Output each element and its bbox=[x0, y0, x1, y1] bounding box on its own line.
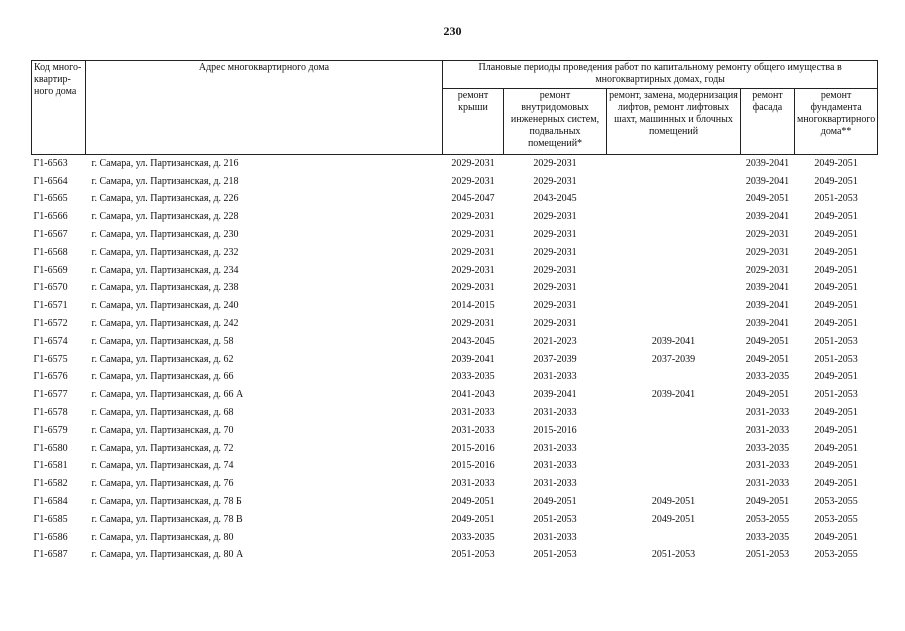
cell-systems: 2031-2033 bbox=[533, 442, 577, 454]
cell-lifts bbox=[607, 440, 741, 458]
table-row bbox=[32, 404, 878, 422]
cell-code: Г1-6566 bbox=[33, 211, 68, 223]
table-row bbox=[32, 351, 878, 369]
cell-code: Г1-6582 bbox=[33, 478, 68, 490]
header-lifts: ремонт, замена, модернизация лифтов, ремонт лифтовых шахт, машинных и блочных помещений bbox=[607, 89, 741, 155]
cell-lifts bbox=[607, 422, 741, 440]
cell-lifts bbox=[607, 173, 741, 191]
page-number: 230 bbox=[443, 24, 462, 38]
cell-roof: 2029-2031 bbox=[451, 229, 495, 241]
cell-foundation: 2049-2051 bbox=[814, 442, 858, 454]
cell-roof: 2029-2031 bbox=[451, 318, 495, 330]
cell-roof: 2049-2051 bbox=[451, 513, 495, 525]
table-row bbox=[32, 493, 878, 511]
cell-lifts bbox=[607, 529, 741, 547]
cell-address: г. Самара, ул. Партизанская, д. 78 В bbox=[91, 513, 243, 525]
table-row bbox=[32, 440, 878, 458]
cell-code: Г1-6572 bbox=[33, 318, 68, 330]
cell-lifts bbox=[607, 244, 741, 262]
cell-code: Г1-6576 bbox=[33, 371, 68, 383]
cell-systems: 2031-2033 bbox=[533, 531, 577, 543]
cell-lifts bbox=[607, 262, 741, 280]
cell-facade: 2039-2041 bbox=[745, 282, 790, 294]
cell-facade: 2031-2033 bbox=[745, 460, 790, 472]
cell-systems: 2031-2033 bbox=[533, 371, 577, 383]
cell-foundation: 2049-2051 bbox=[814, 157, 858, 169]
table-row bbox=[32, 173, 878, 191]
table-row bbox=[32, 191, 878, 209]
cell-foundation: 2049-2051 bbox=[814, 282, 858, 294]
cell-systems: 2029-2031 bbox=[533, 318, 577, 330]
cell-lifts bbox=[607, 297, 741, 315]
cell-roof: 2033-2035 bbox=[451, 371, 495, 383]
table-row bbox=[32, 386, 878, 404]
cell-facade: 2039-2041 bbox=[745, 175, 790, 187]
cell-foundation: 2049-2051 bbox=[814, 246, 858, 258]
cell-address: г. Самара, ул. Партизанская, д. 70 bbox=[91, 424, 234, 436]
cell-foundation: 2049-2051 bbox=[814, 531, 858, 543]
table-row bbox=[32, 280, 878, 298]
cell-code: Г1-6580 bbox=[33, 442, 68, 454]
cell-facade: 2033-2035 bbox=[745, 531, 790, 543]
cell-facade: 2033-2035 bbox=[745, 442, 790, 454]
cell-roof: 2041-2043 bbox=[451, 389, 495, 401]
cell-facade: 2049-2051 bbox=[745, 389, 790, 401]
cell-address: г. Самара, ул. Партизанская, д. 216 bbox=[91, 157, 239, 169]
cell-systems: 2029-2031 bbox=[533, 175, 577, 187]
header-address: Адрес многоквартирного дома bbox=[86, 61, 443, 155]
header-facade: ремонт фасада bbox=[741, 89, 795, 155]
table-row bbox=[32, 155, 878, 173]
header-code: Код много-квартир-ного дома bbox=[32, 61, 86, 155]
table-body bbox=[32, 155, 878, 565]
cell-facade: 2039-2041 bbox=[745, 157, 790, 169]
cell-systems: 2037-2039 bbox=[533, 353, 577, 365]
repair-schedule-sheet bbox=[31, 60, 878, 564]
cell-roof: 2031-2033 bbox=[451, 407, 495, 419]
cell-roof: 2045-2047 bbox=[451, 193, 495, 205]
cell-foundation: 2049-2051 bbox=[814, 229, 858, 241]
cell-lifts bbox=[607, 191, 741, 209]
cell-address: г. Самара, ул. Партизанская, д. 68 bbox=[91, 407, 234, 419]
cell-lifts bbox=[607, 226, 741, 244]
cell-code: Г1-6571 bbox=[33, 300, 68, 312]
cell-address: г. Самара, ул. Партизанская, д. 58 bbox=[91, 335, 234, 347]
header-roof: ремонт крыши bbox=[443, 89, 504, 155]
cell-address: г. Самара, ул. Партизанская, д. 228 bbox=[91, 211, 239, 223]
table-header bbox=[32, 61, 878, 155]
cell-code: Г1-6586 bbox=[33, 531, 68, 543]
cell-code: Г1-6579 bbox=[33, 424, 68, 436]
cell-foundation: 2049-2051 bbox=[814, 264, 858, 276]
table-row bbox=[32, 226, 878, 244]
cell-address: г. Самара, ул. Партизанская, д. 62 bbox=[91, 353, 234, 365]
cell-foundation: 2051-2053 bbox=[814, 193, 858, 205]
cell-systems: 2029-2031 bbox=[533, 229, 577, 241]
header-foundation: ремонт фундамента многоквартирного дома** bbox=[795, 89, 878, 155]
cell-foundation: 2049-2051 bbox=[814, 424, 858, 436]
cell-code: Г1-6570 bbox=[33, 282, 68, 294]
cell-roof: 2043-2045 bbox=[451, 335, 495, 347]
cell-facade: 2031-2033 bbox=[745, 424, 790, 436]
cell-systems: 2051-2053 bbox=[533, 513, 577, 525]
cell-lifts: 2049-2051 bbox=[651, 513, 696, 525]
cell-systems: 2029-2031 bbox=[533, 282, 577, 294]
cell-roof: 2031-2033 bbox=[451, 478, 495, 490]
cell-foundation: 2053-2055 bbox=[814, 513, 858, 525]
cell-lifts bbox=[607, 208, 741, 226]
header-periods: Плановые периоды проведения работ по капитальному ремонту общего имущества в многоквартирных домах, годы bbox=[443, 61, 878, 89]
cell-code: Г1-6585 bbox=[33, 513, 68, 525]
cell-lifts bbox=[607, 458, 741, 476]
cell-roof: 2029-2031 bbox=[451, 175, 495, 187]
cell-facade: 2049-2051 bbox=[745, 335, 790, 347]
table-row bbox=[32, 475, 878, 493]
cell-lifts bbox=[607, 369, 741, 387]
cell-systems: 2031-2033 bbox=[533, 407, 577, 419]
cell-lifts bbox=[607, 315, 741, 333]
cell-systems: 2031-2033 bbox=[533, 460, 577, 472]
cell-foundation: 2049-2051 bbox=[814, 211, 858, 223]
cell-facade: 2039-2041 bbox=[745, 318, 790, 330]
cell-systems: 2051-2053 bbox=[533, 549, 577, 561]
cell-foundation: 2051-2053 bbox=[814, 389, 858, 401]
cell-systems: 2031-2033 bbox=[533, 478, 577, 490]
cell-foundation: 2049-2051 bbox=[814, 318, 858, 330]
cell-systems: 2029-2031 bbox=[533, 246, 577, 258]
cell-address: г. Самара, ул. Партизанская, д. 80 bbox=[91, 531, 234, 543]
cell-code: Г1-6564 bbox=[33, 175, 68, 187]
cell-roof: 2029-2031 bbox=[451, 282, 495, 294]
cell-roof: 2014-2015 bbox=[451, 300, 495, 312]
cell-roof: 2049-2051 bbox=[451, 496, 495, 508]
cell-roof: 2029-2031 bbox=[451, 264, 495, 276]
table-row bbox=[32, 369, 878, 387]
cell-facade: 2031-2033 bbox=[745, 478, 790, 490]
cell-facade: 2049-2051 bbox=[745, 353, 790, 365]
cell-foundation: 2053-2055 bbox=[814, 549, 858, 561]
table-row bbox=[32, 458, 878, 476]
cell-roof: 2029-2031 bbox=[451, 211, 495, 223]
cell-systems: 2039-2041 bbox=[533, 389, 577, 401]
cell-lifts: 2051-2053 bbox=[651, 549, 696, 561]
cell-facade: 2049-2051 bbox=[745, 193, 790, 205]
table-row bbox=[32, 511, 878, 529]
table-row bbox=[32, 333, 878, 351]
cell-foundation: 2051-2053 bbox=[814, 353, 858, 365]
cell-foundation: 2051-2053 bbox=[814, 335, 858, 347]
cell-code: Г1-6577 bbox=[33, 389, 68, 401]
cell-lifts: 2039-2041 bbox=[651, 389, 696, 401]
cell-foundation: 2049-2051 bbox=[814, 300, 858, 312]
table-row bbox=[32, 422, 878, 440]
cell-code: Г1-6575 bbox=[33, 353, 68, 365]
cell-systems: 2029-2031 bbox=[533, 300, 577, 312]
cell-address: г. Самара, ул. Партизанская, д. 66 А bbox=[91, 389, 244, 401]
cell-code: Г1-6584 bbox=[33, 496, 68, 508]
cell-address: г. Самара, ул. Партизанская, д. 80 А bbox=[91, 549, 244, 561]
cell-lifts: 2039-2041 bbox=[651, 335, 696, 347]
cell-systems: 2029-2031 bbox=[533, 211, 577, 223]
cell-code: Г1-6581 bbox=[33, 460, 68, 472]
cell-lifts bbox=[607, 280, 741, 298]
cell-address: г. Самара, ул. Партизанская, д. 218 bbox=[91, 175, 239, 187]
cell-foundation: 2049-2051 bbox=[814, 407, 858, 419]
cell-code: Г1-6563 bbox=[33, 157, 68, 169]
cell-code: Г1-6574 bbox=[33, 335, 68, 347]
cell-roof: 2033-2035 bbox=[451, 531, 495, 543]
header-systems: ремонт внутридомовых инженерных систем, подвальных помещений* bbox=[504, 89, 607, 155]
cell-facade: 2051-2053 bbox=[745, 549, 790, 561]
cell-facade: 2053-2055 bbox=[745, 513, 790, 525]
cell-systems: 2029-2031 bbox=[533, 264, 577, 276]
cell-roof: 2039-2041 bbox=[451, 353, 495, 365]
cell-code: Г1-6568 bbox=[33, 246, 68, 258]
cell-lifts bbox=[607, 475, 741, 493]
cell-address: г. Самара, ул. Партизанская, д. 240 bbox=[91, 300, 239, 312]
cell-address: г. Самара, ул. Партизанская, д. 76 bbox=[91, 478, 234, 490]
cell-code: Г1-6569 bbox=[33, 264, 68, 276]
cell-address: г. Самара, ул. Партизанская, д. 234 bbox=[91, 264, 239, 276]
cell-roof: 2031-2033 bbox=[451, 424, 495, 436]
cell-code: Г1-6578 bbox=[33, 407, 68, 419]
cell-address: г. Самара, ул. Партизанская, д. 238 bbox=[91, 282, 239, 294]
cell-address: г. Самара, ул. Партизанская, д. 242 bbox=[91, 318, 239, 330]
cell-code: Г1-6565 bbox=[33, 193, 68, 205]
cell-foundation: 2049-2051 bbox=[814, 478, 858, 490]
cell-address: г. Самара, ул. Партизанская, д. 74 bbox=[91, 460, 234, 472]
cell-facade: 2031-2033 bbox=[745, 407, 790, 419]
cell-roof: 2015-2016 bbox=[451, 442, 495, 454]
cell-address: г. Самара, ул. Партизанская, д. 66 bbox=[91, 371, 234, 383]
cell-facade: 2029-2031 bbox=[745, 246, 790, 258]
cell-lifts: 2037-2039 bbox=[651, 353, 696, 365]
cell-address: г. Самара, ул. Партизанская, д. 78 Б bbox=[91, 496, 242, 508]
cell-address: г. Самара, ул. Партизанская, д. 226 bbox=[91, 193, 239, 205]
cell-facade: 2029-2031 bbox=[745, 264, 790, 276]
cell-systems: 2049-2051 bbox=[533, 496, 577, 508]
cell-systems: 2021-2023 bbox=[533, 335, 577, 347]
cell-roof: 2029-2031 bbox=[451, 246, 495, 258]
table-row bbox=[32, 244, 878, 262]
cell-address: г. Самара, ул. Партизанская, д. 232 bbox=[91, 246, 239, 258]
cell-facade: 2029-2031 bbox=[745, 229, 790, 241]
cell-code: Г1-6567 bbox=[33, 229, 68, 241]
table-row bbox=[32, 529, 878, 547]
cell-roof: 2051-2053 bbox=[451, 549, 495, 561]
cell-roof: 2015-2016 bbox=[451, 460, 495, 472]
table-row bbox=[32, 208, 878, 226]
cell-foundation: 2049-2051 bbox=[814, 460, 858, 472]
cell-foundation: 2053-2055 bbox=[814, 496, 858, 508]
table-row bbox=[32, 262, 878, 280]
table-row bbox=[32, 547, 878, 565]
table-row bbox=[32, 315, 878, 333]
cell-facade: 2033-2035 bbox=[745, 371, 790, 383]
cell-address: г. Самара, ул. Партизанская, д. 230 bbox=[91, 229, 239, 241]
cell-lifts bbox=[607, 155, 741, 173]
cell-facade: 2039-2041 bbox=[745, 300, 790, 312]
cell-foundation: 2049-2051 bbox=[814, 175, 858, 187]
table-row bbox=[32, 297, 878, 315]
cell-address: г. Самара, ул. Партизанская, д. 72 bbox=[91, 442, 234, 454]
cell-foundation: 2049-2051 bbox=[814, 371, 858, 383]
cell-lifts bbox=[607, 404, 741, 422]
repair-schedule-table bbox=[31, 60, 878, 564]
cell-code: Г1-6587 bbox=[33, 549, 68, 561]
cell-roof: 2029-2031 bbox=[451, 157, 495, 169]
cell-lifts: 2049-2051 bbox=[651, 496, 696, 508]
cell-facade: 2039-2041 bbox=[745, 211, 790, 223]
cell-facade: 2049-2051 bbox=[745, 496, 790, 508]
cell-systems: 2029-2031 bbox=[533, 157, 577, 169]
cell-systems: 2043-2045 bbox=[533, 193, 577, 205]
cell-systems: 2015-2016 bbox=[533, 424, 577, 436]
